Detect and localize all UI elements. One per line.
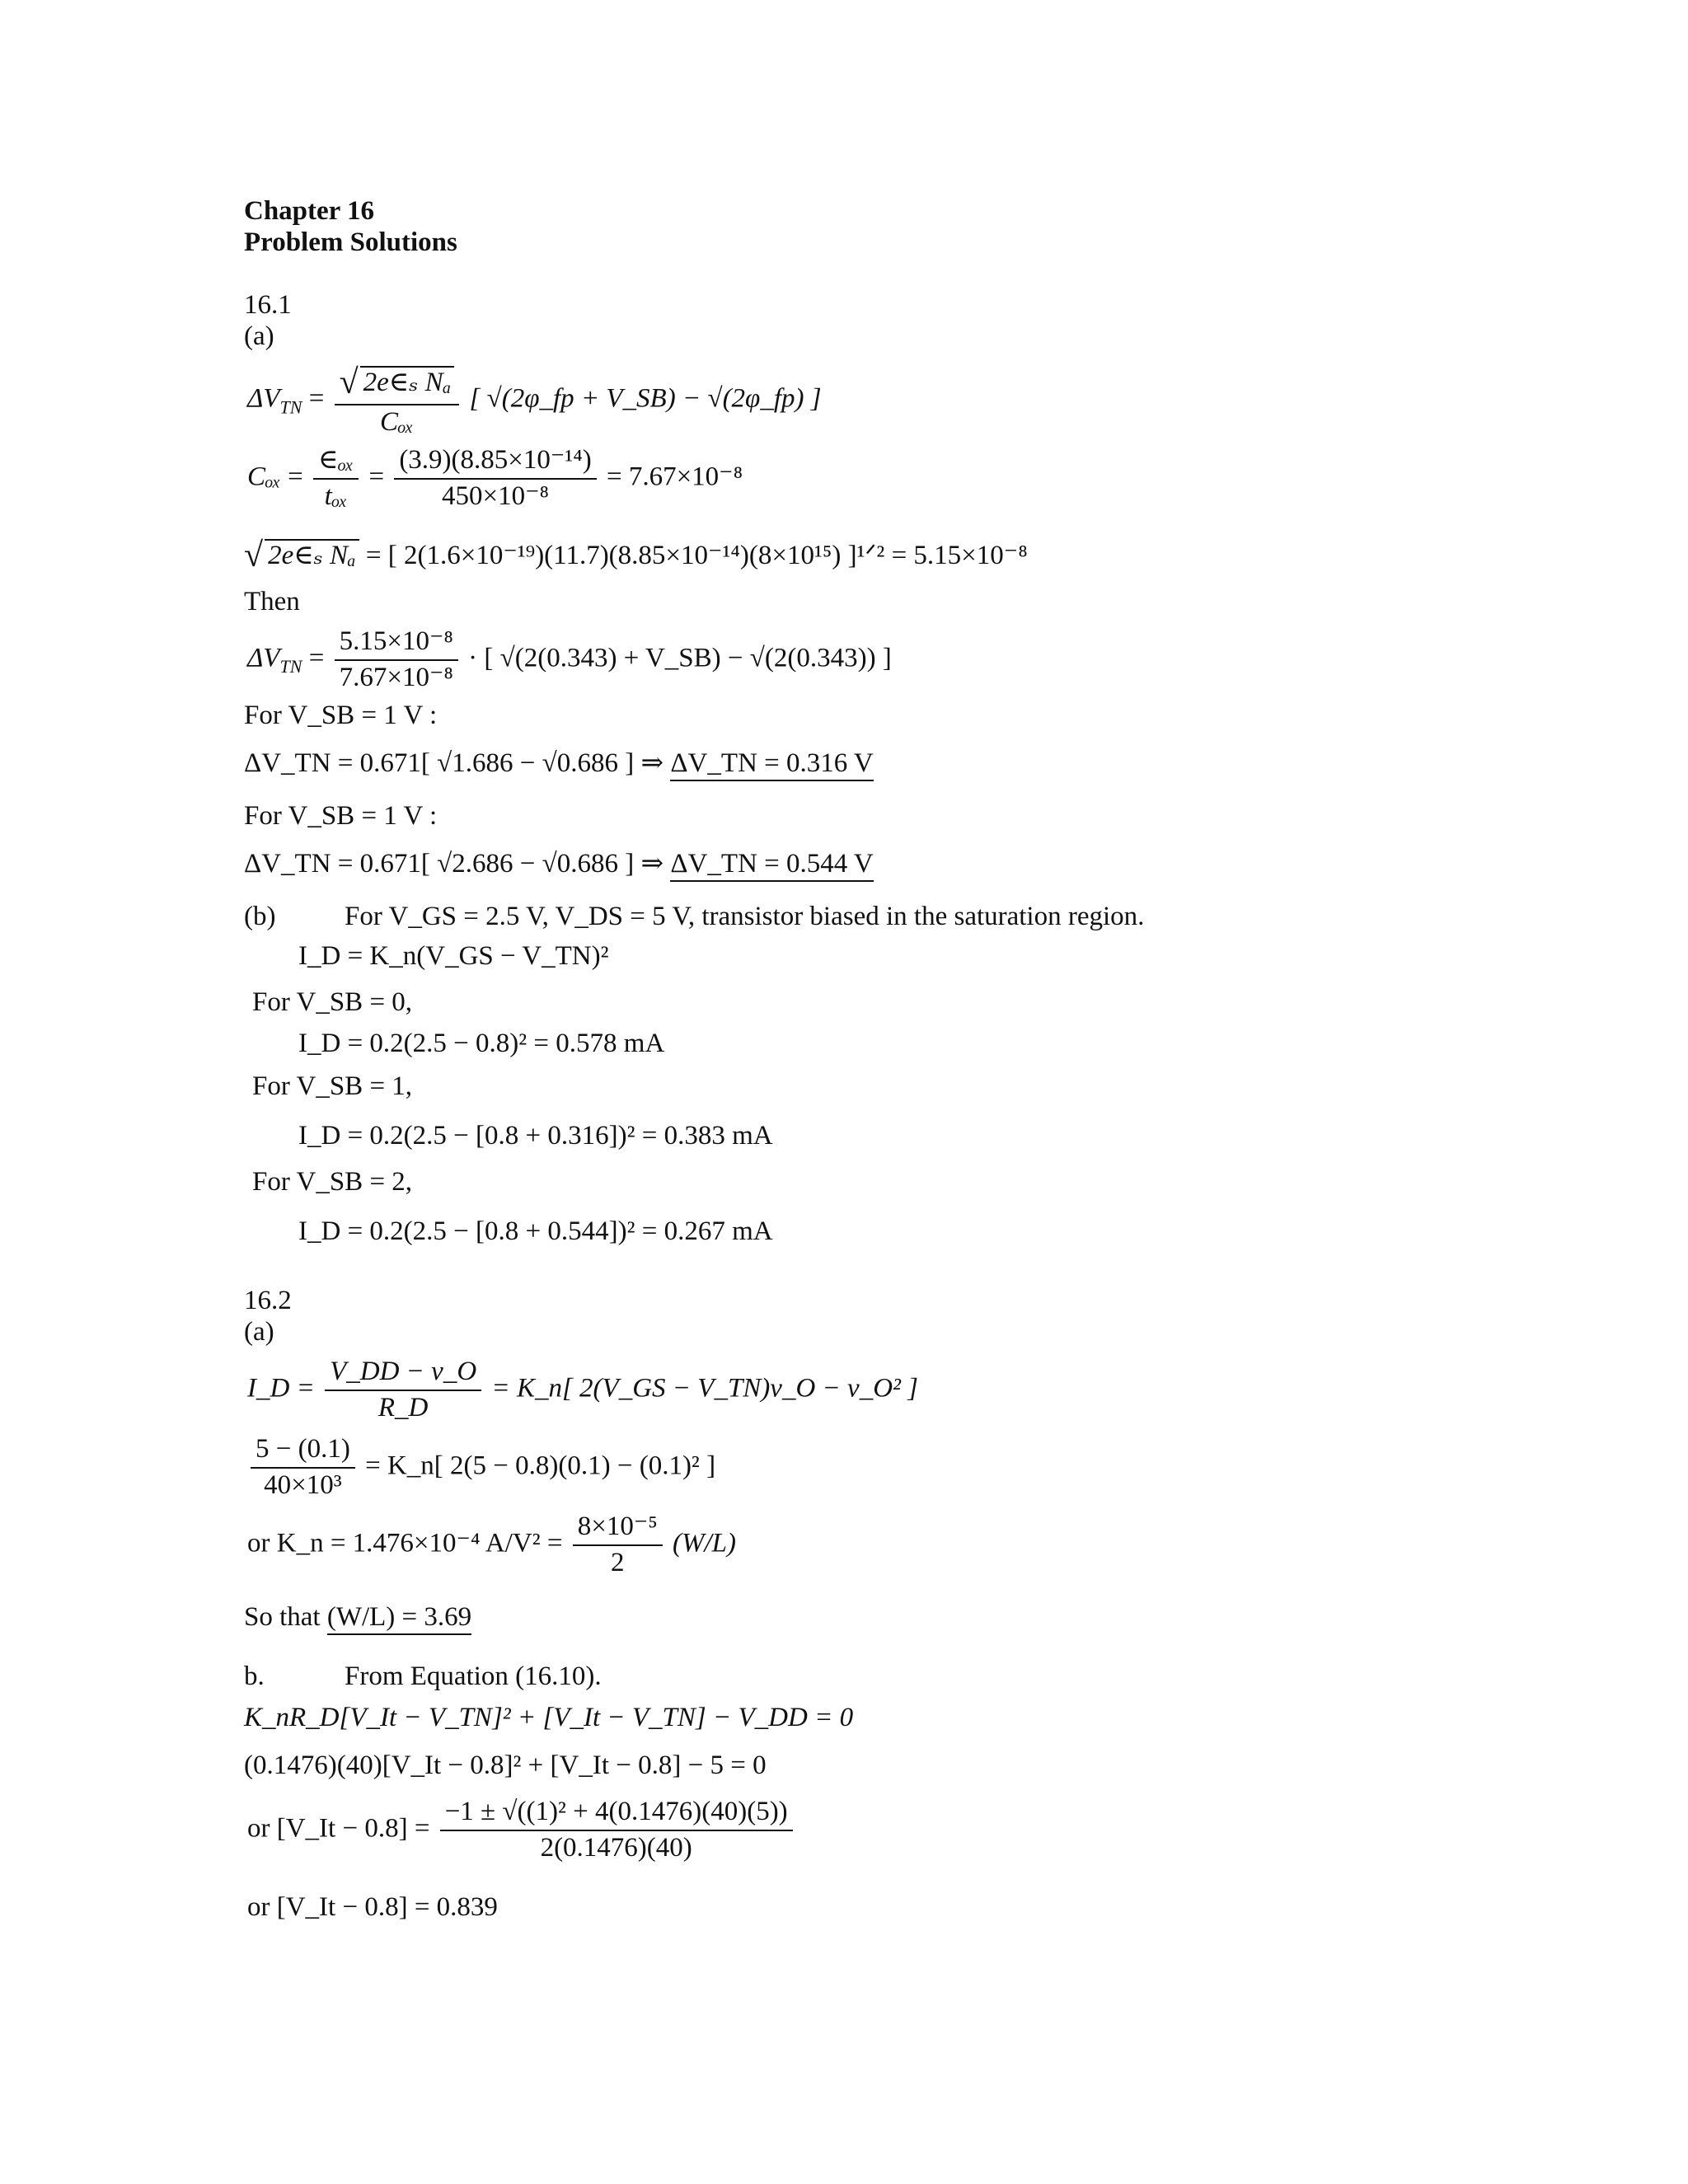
eq-denominator: tₒₓ xyxy=(324,480,348,511)
eq-underlined-result: (W/L) = 3.69 xyxy=(327,1602,471,1635)
eq-numerator: 8×10⁻⁵ xyxy=(573,1511,663,1546)
eq-numerator: (3.9)(8.85×10⁻¹⁴) xyxy=(394,445,596,480)
eq-underlined-result: ΔV_TN = 0.544 V xyxy=(670,849,873,882)
equation-quadratic xyxy=(247,1797,796,1864)
for-vsb-1b: For V_SB = 1 V : xyxy=(244,801,438,831)
eq-lhs: Cₒₓ xyxy=(247,462,281,492)
equation-kn-value xyxy=(247,1511,736,1579)
for-vsb-1a: For V_SB = 1 V : xyxy=(244,701,438,730)
eq-denominator: 40×10³ xyxy=(264,1469,342,1500)
eq-rhs: = K_n[ 2(V_GS − V_TN)v_O − v_O² ] xyxy=(491,1373,919,1404)
for-vsb-1: For V_SB = 1, xyxy=(252,1071,413,1101)
eq-result: = 7.67×10⁻⁸ xyxy=(606,462,743,492)
eq-bracket: · [ √(2(0.343) + V_SB) − √(2(0.343)) ] xyxy=(468,643,892,673)
equation-id-vsb0: I_D = 0.2(2.5 − 0.8)² = 0.578 mA xyxy=(298,1029,665,1058)
eq-denominator: 2(0.1476)(40) xyxy=(540,1832,692,1863)
equation-kn-solve xyxy=(247,1434,715,1502)
equation-delta-vtn-numeric: $\Delta V_{TN}$ = $\frac{\text{5.15×10⁻⁸}}{\text{7.67×10⁻⁸}}$ · [ √(2(0.343) + V_SB) − √(2(0.343)) ] xyxy=(247,626,892,692)
eq-numerator: 5.15×10⁻⁸ xyxy=(335,626,458,661)
equation-delta-vtn: $\Delta V_{TN}$ = $\frac{\text{√ 2e∈ₛ Nₐ}}{\text{Cₒₓ}}$ [ √(2φ_fp + V_SB) − √(2φ_fp) ] xyxy=(247,363,822,438)
eq-numerator: V_DD − v_O xyxy=(325,1357,481,1391)
equation-transition-numeric: (0.1476)(40)[V_It − 0.8]² + [V_It − 0.8] − 5 = 0 xyxy=(244,1750,767,1780)
eq-rhs: = [ 2(1.6×10⁻¹⁹)(11.7)(8.85×10⁻¹⁴)(8×10¹⁵) ]¹ᐟ² = 5.15×10⁻⁸ xyxy=(365,541,1028,570)
eq-numerator: 5 − (0.1) xyxy=(251,1434,355,1469)
for-vsb-0: For V_SB = 0, xyxy=(252,987,413,1017)
eq-fraction: $\frac{\text{√ 2e∈ₛ Nₐ}}{\text{Cₒₓ}}$ xyxy=(335,363,460,438)
eq-numerator: 2e∈ₛ Nₐ xyxy=(360,366,455,399)
eq-fraction-numeric xyxy=(394,445,596,513)
problem-number-16-2: 16.2 xyxy=(244,1286,292,1315)
problem-number-16-1: 16.1 xyxy=(244,290,292,320)
chapter-title: Chapter 16 xyxy=(244,196,374,226)
eq-denominator: R_D xyxy=(377,1392,429,1422)
eq-fraction xyxy=(440,1797,793,1864)
eq-lhs-sub: TN xyxy=(279,396,302,418)
equation-id-vsb2: I_D = 0.2(2.5 − [0.8 + 0.544])² = 0.267 mA xyxy=(298,1216,773,1246)
part-a-label: (a) xyxy=(244,321,274,351)
eq-lhs: or [V_It − 0.8] = xyxy=(247,1813,430,1844)
eq-lhs: 2e∈ₛ Nₐ xyxy=(265,539,359,572)
eq-underlined-result: ΔV_TN = 0.316 V xyxy=(670,748,873,781)
equation-final: or [V_It − 0.8] = 0.839 xyxy=(247,1892,498,1922)
part-b-label-16-2: b. xyxy=(244,1661,265,1691)
equation-id-linear xyxy=(247,1357,918,1424)
eq-denominator: 450×10⁻⁸ xyxy=(441,480,550,511)
eq-fraction xyxy=(251,1434,355,1502)
equation-result-2 xyxy=(244,849,874,880)
eq-bracket: [ √(2φ_fp + V_SB) − √(2φ_fp) ] xyxy=(469,383,822,414)
for-vsb-2: For V_SB = 2, xyxy=(252,1167,413,1197)
eq-lhs: ΔV xyxy=(247,383,280,414)
equation-id-vsb1: I_D = 0.2(2.5 − [0.8 + 0.316])² = 0.383 mA xyxy=(298,1121,773,1151)
chapter-subtitle: Problem Solutions xyxy=(244,227,457,257)
eq-body: ΔV_TN = 0.671[ √2.686 − √0.686 ] ⇒ xyxy=(244,849,664,879)
eq-body: ΔV_TN = 0.671[ √1.686 − √0.686 ] ⇒ xyxy=(244,748,664,778)
part-a-label-16-2: (a) xyxy=(244,1317,274,1347)
part-b-label: (b) xyxy=(244,902,276,931)
eq-denominator: Cₒₓ xyxy=(380,407,414,438)
eq-lhs: or K_n = 1.476×10⁻⁴ A/V² = xyxy=(247,1528,563,1558)
equation-drain-current: I_D = K_n(V_GS − V_TN)² xyxy=(298,941,609,971)
eq-lhs: I_D = xyxy=(247,1373,315,1404)
so-that-label: So that xyxy=(244,1602,321,1632)
equation-root-term: √ 2e∈ₛ Nₐ = [ 2(1.6×10⁻¹⁹)(11.7)(8.85×10⁻¹⁴)(8×10¹⁵) ]¹ᐟ² = 5.15×10⁻⁸ xyxy=(244,537,1028,574)
eq-fraction xyxy=(325,1357,481,1424)
eq-denominator: 2 xyxy=(611,1547,625,1577)
equation-cox: Cₒₓ = $\frac{\text{∈ₒₓ}}{\text{tₒₓ}}$ = $\frac{\text{(3.9)(8.85×10⁻¹⁴)}}{\text{450×10⁻⁸}}$ = 7.67×10⁻⁸ xyxy=(247,445,743,511)
eq-numerator: ∈ₒₓ xyxy=(313,445,359,480)
eq-numerator: −1 ± √((1)² + 4(0.1476)(40)(5)) xyxy=(440,1797,793,1831)
then-label: Then xyxy=(244,587,300,616)
eq-rhs: = K_n[ 2(5 − 0.8)(0.1) − (0.1)² ] xyxy=(365,1451,716,1481)
eq-denominator: 7.67×10⁻⁸ xyxy=(339,662,453,692)
eq-fraction-symbolic xyxy=(313,445,359,513)
equation-wl-result xyxy=(244,1602,471,1633)
equation-result-1 xyxy=(244,748,874,780)
part-b-text: For V_GS = 2.5 V, V_DS = 5 V, transistor biased in the saturation region. xyxy=(345,902,1145,931)
eq-fraction xyxy=(335,626,458,694)
eq-fraction xyxy=(573,1511,663,1579)
equation-transition-general: K_nR_D[V_It − V_TN]² + [V_It − V_TN] − V_DD = 0 xyxy=(244,1703,854,1732)
part-b-text-16-2: From Equation (16.10). xyxy=(345,1661,602,1691)
eq-wl-ratio: (W/L) xyxy=(673,1528,737,1558)
